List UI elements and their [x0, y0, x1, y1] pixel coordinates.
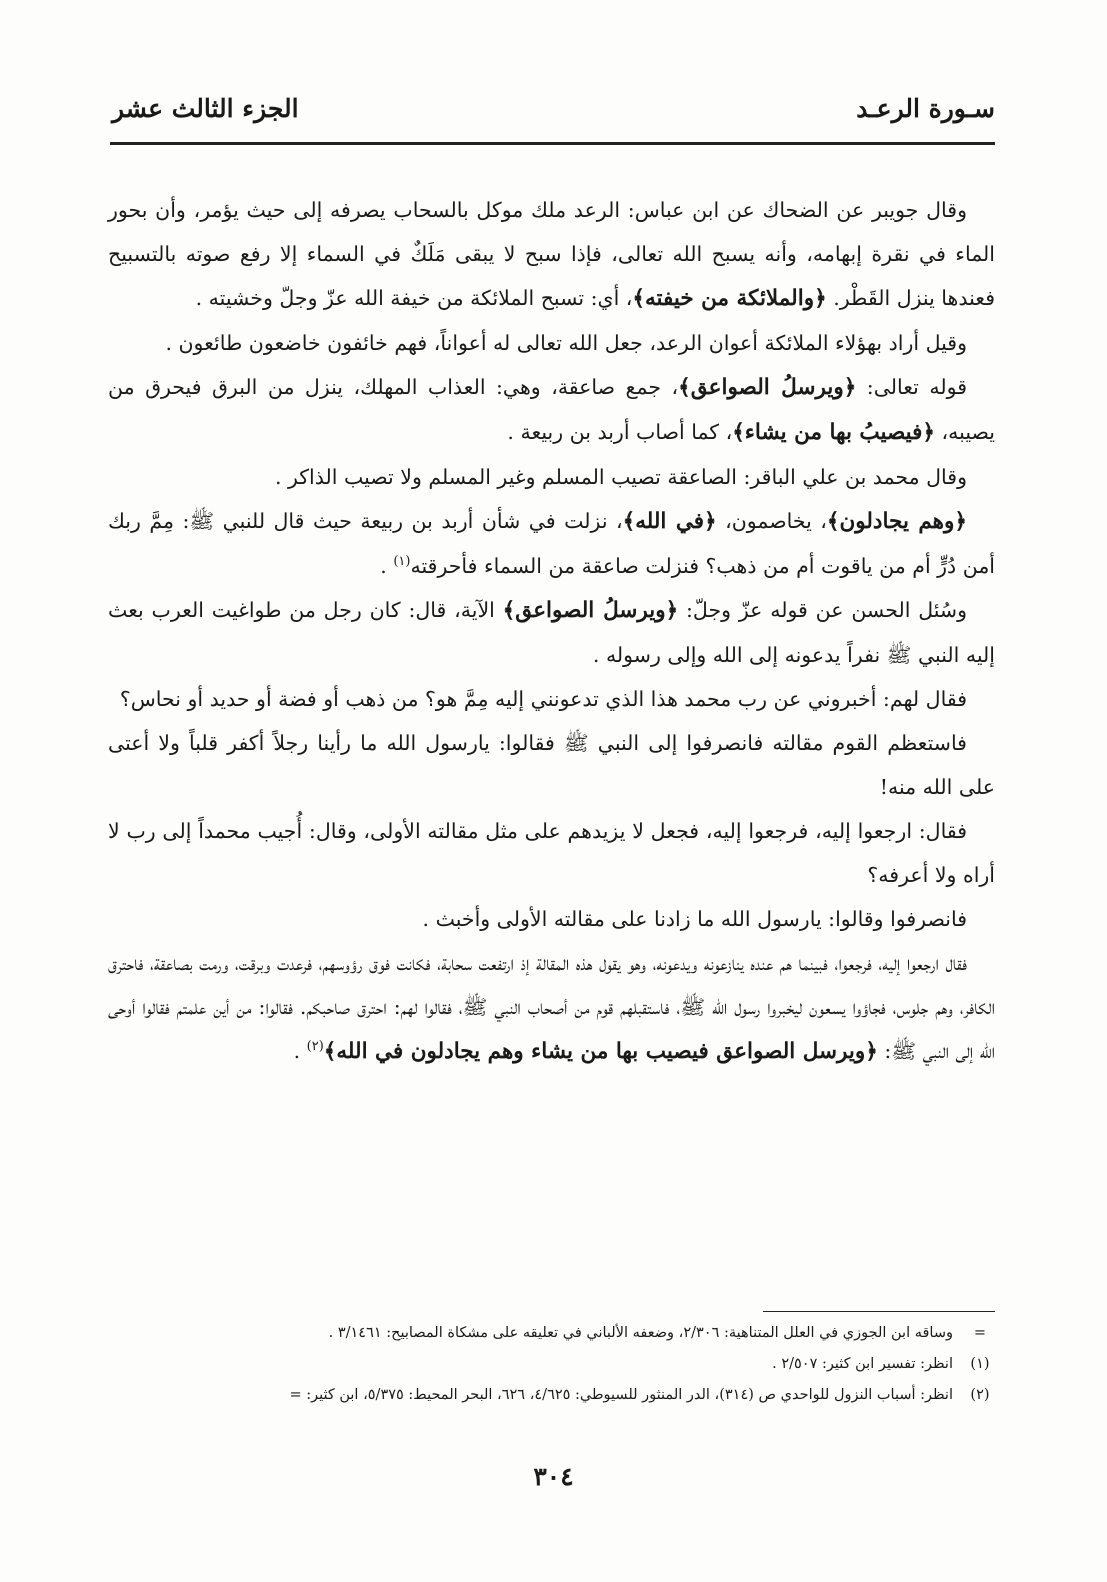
quran-quote: ﴿والملائكة من خيفته﴾: [632, 286, 827, 311]
footnote-text: وساقه ابن الجوزي في العلل المتناهية: ٢/٣٠٦، وضعفه الألباني في تعليقه على مشكاة المصابيح: ٣/١٤٦١ .: [328, 1325, 953, 1341]
quran-quote: ﴿وهم يجادلون﴾: [826, 509, 967, 534]
quran-quote: ﴿ويرسلُ الصواعق﴾: [502, 598, 679, 623]
page-number: ٣٠٤: [533, 1462, 574, 1491]
part-title: الجزء الثالث عشر: [112, 93, 299, 123]
footnote: [80, 1349, 995, 1380]
footnote-mark: (١): [970, 1356, 990, 1372]
paragraph: فانصرفوا وقالوا: يارسول الله ما زادنا على مقالته الأولى وأخبث .: [422, 907, 967, 931]
footnote-rule: [763, 1311, 995, 1312]
footnote-ref: (١): [393, 554, 411, 570]
footnote: [80, 1380, 995, 1411]
paragraph: وقال محمد بن علي الباقر: الصاعقة تصيب المسلم وغير المسلم ولا تصيب الذاكر .: [274, 465, 967, 489]
main-text: [108, 188, 995, 1074]
footnote-mark: =: [973, 1325, 987, 1341]
paragraph: فقال: ارجعوا إليه، فرجعوا إليه، فجعل لا يزيدهم على مثل مقالته الأولى، وقال: أُجيب محمداً إلى رب لا أراه ولا أعرفه؟: [108, 819, 995, 887]
footnote-ref: (٢): [306, 1039, 324, 1055]
paragraph: فقال ارجعوا إليه، فرجعوا، فبينما هم عنده ينازعونه ويدعونه، وهو يقول هذه المقالة إذ ارتفعت سحابة، فكانت فوق رؤوسهم، فرعدت وبرقت، ورمت بصاعقة، فاحترق الكافر، وهم جلوس، فجاؤوا يسعون ليخبروا رسول الله ﷺ، فاستقبلهم قوم من أصحاب النبي ﷺ، فقالوا لهم: احترق صاحبكم. فقالوا: من أين علمتم فقالوا أوحى الله إلى النبي ﷺ: ﴿ويرسل الصواعق فيصيب بها من يشاء وهم يجادلون في الله﴾$^{(٢)}$ .: [108, 951, 995, 1064]
paragraph: فاستعظم القوم مقالته فانصرفوا إلى النبي ﷺ فقالوا: يارسول الله ما رأينا رجلاً أكفر قلباً ولا أعتى على الله منه!: [108, 731, 995, 799]
paragraph: قوله تعالى: ﴿ويرسلُ الصواعق﴾، جمع صاعقة، وهي: العذاب المهلك، ينزل من البرق فيحرق من يصيبه، ﴿فيصيبُ بها من يشاء﴾، كما أصاب أربد بن ربيعة .: [108, 375, 995, 445]
quran-quote: ﴿فيصيبُ بها من يشاء﴾: [732, 420, 936, 445]
paragraph: وقيل أراد بهؤلاء الملائكة أعوان الرعد، جعل الله تعالى له أعواناً، فهم خائفون خاضعون طائعون .: [165, 331, 967, 355]
quran-quote: ﴿في الله﴾: [622, 509, 717, 534]
footnotes: [80, 1318, 995, 1411]
quran-quote: ﴿ويرسل الصواعق فيصيب بها من يشاء وهم يجادلون في الله﴾: [323, 1039, 878, 1064]
paragraph: وسُئل الحسن عن قوله عزّ وجلّ: ﴿ويرسلُ الصواعق﴾ الآية، قال: كان رجل من طواغيت العرب بعث إليه النبي ﷺ نفراً يدعونه إلى الله وإلى رسوله .: [108, 598, 995, 667]
surah-title: سـورة الرعـد: [856, 93, 995, 123]
header-rule: [110, 142, 995, 145]
footnote: [80, 1318, 995, 1349]
paragraph: فقال لهم: أخبروني عن رب محمد هذا الذي تدعونني إليه مِمَّ هو؟ من ذهب أو فضة أو حديد أو نحاس؟: [119, 687, 967, 711]
running-header: [112, 88, 995, 128]
footnote-text: انظر: أسباب النزول للواحدي ص (٣١٤)، الدر المنثور للسيوطي: ٤/٦٢٥، ٦٢٦، البحر المحيط: ٥/٣٧٥، ابن كثير: =: [289, 1387, 953, 1403]
footnote-text: انظر: تفسير ابن كثير: ٢/٥٠٧ .: [772, 1356, 953, 1372]
footnote-mark: (٢): [970, 1387, 990, 1403]
paragraph: ﴿وهم يجادلون﴾، يخاصمون، ﴿في الله﴾، نزلت في شأن أربد بن ربيعة حيث قال للنبي ﷺ: مِمَّ ربك أمن دُرٍّ أم من ياقوت أم من ذهب؟ فنزلت صاعقة من السماء فأحرقته$^{(١)}$ .: [108, 509, 995, 578]
quran-quote: ﴿ويرسلُ الصواعق﴾: [678, 375, 857, 400]
paragraph: وقال جويبر عن الضحاك عن ابن عباس: الرعد ملك موكل بالسحاب يصرفه إلى حيث يؤمر، وأن بحور الماء في نقرة إبهامه، وأنه يسبح الله تعالى، فإذا سبح لا يبقى مَلَكٌ في السماء إلا رفع صوته بالتسبيح فعندها ينزل القَطْر. ﴿والملائكة من خيفته﴾، أي: تسبح الملائكة من خيفة الله عزّ وجلّ وخشيته .: [108, 198, 995, 311]
